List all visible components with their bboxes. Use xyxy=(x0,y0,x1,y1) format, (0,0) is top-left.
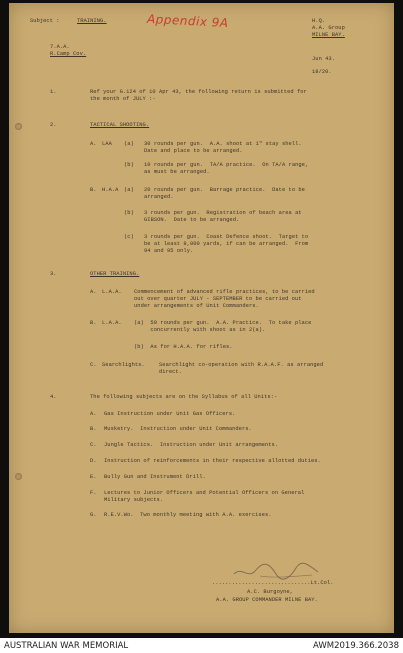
para2-item-line: Date and place to be arranged. xyxy=(144,148,243,154)
subject-label: Subject : xyxy=(30,18,60,24)
signature-title: A.A. GROUP COMMANDER MILNE BAY. xyxy=(216,597,318,603)
para2-item-line: 30 rounds per gun. A.A. shoot at 1" stay shell. xyxy=(144,141,302,147)
footer-accession-number: AWM2019.366.2038 xyxy=(313,641,399,651)
para1-number: 1. xyxy=(50,89,57,95)
para4-item-text: Bully Gun and Instrument Drill. xyxy=(104,474,206,480)
para3-item-line: (b) As for H.A.A. for rifles. xyxy=(134,344,233,350)
from-line-1: 7.A.A. xyxy=(50,44,70,50)
para4-item-text: R.E.V.Wo. Two monthly meeting with A.A. exercises. xyxy=(104,512,272,518)
para3-item-label: C. xyxy=(90,362,97,368)
para3-item-line: Commencement of advanced rifle practices, to be carried xyxy=(134,289,315,295)
para4-item-label: D. xyxy=(90,458,97,464)
para3-item-unit: L.A.A. xyxy=(102,320,122,326)
punch-hole xyxy=(15,123,22,130)
para4-item-line: Lectures to Junior Officers and Potential Officers on General xyxy=(104,490,305,496)
subject-value: TRAINING. xyxy=(77,18,107,24)
para2-item-line: 3 rounds per gun. Coast Defence shoot. Target to xyxy=(144,234,309,240)
para2-heading: TACTICAL SHOOTING. xyxy=(90,122,150,128)
para4-item-label: G. xyxy=(90,512,97,518)
para2-item-line: 3 rounds per gun. Registration of beach area at xyxy=(144,210,302,216)
para2-item-sub: (a) xyxy=(124,187,134,193)
para2-item-line: 94 and 95 only. xyxy=(144,248,194,254)
para2-item-line: as must be arranged. xyxy=(144,169,210,175)
to-line-3: MILNE BAY. xyxy=(312,32,345,38)
para2-item-label: A. xyxy=(90,141,97,147)
para1-line: the month of JULY :- xyxy=(90,96,156,102)
para4-item-text: Instruction of reinforcements in their respective allotted duties. xyxy=(104,458,321,464)
punch-hole xyxy=(15,473,22,480)
para2-item-unit: H.A.A xyxy=(102,187,119,193)
to-line-1: H.Q. xyxy=(312,18,326,24)
para4-item-text: Jungle Tactics. Instruction under Unit arrangements. xyxy=(104,442,279,448)
para2-number: 2. xyxy=(50,122,57,128)
signature-name: A.C. Burgoyne, xyxy=(247,589,293,595)
ref-line: 18/20. xyxy=(312,69,332,75)
para4-number: 4. xyxy=(50,394,57,400)
para2-item-sub: (b) xyxy=(124,162,134,168)
para3-item-line: concurrently with shoot as in 2(a). xyxy=(134,327,266,333)
para2-item-line: be at least 8,000 yards, if can be arranged. From xyxy=(144,241,309,247)
para3-item-line: Searchlight co-operation with R.A.A.F. as arranged xyxy=(159,362,324,368)
para2-item-unit: LAA xyxy=(102,141,112,147)
para2-item-line: 10 rounds per gun. TA/A practice. On TA/A range, xyxy=(144,162,309,168)
para2-item-sub: (a) xyxy=(124,141,134,147)
para4-item-label: B. xyxy=(90,426,97,432)
date-line: Jun 43. xyxy=(312,56,335,62)
para2-item-sub: (b) xyxy=(124,210,134,216)
para2-item-sub: (c) xyxy=(124,234,134,240)
para4-intro: The following subjects are on the Syllabus of all Units:- xyxy=(90,394,278,400)
para4-item-line: Military subjects. xyxy=(104,497,164,503)
para3-item-label: B. xyxy=(90,320,97,326)
para3-item-line: under arrangements of Unit Commanders. xyxy=(134,303,259,309)
para4-item-label: A. xyxy=(90,411,97,417)
para3-item-unit: Searchlights. xyxy=(102,362,145,368)
para3-item-line: out over quarter JULY - SEPTEMBER to be carried out xyxy=(134,296,302,302)
para3-number: 3. xyxy=(50,271,57,277)
para3-item-label: A. xyxy=(90,289,97,295)
para2-item-line: 20 rounds per gun. Barrage practice. Date to be xyxy=(144,187,305,193)
handwritten-signature xyxy=(230,560,330,582)
para4-item-text: Musketry. Instruction under Unit Commanders. xyxy=(104,426,252,432)
para4-item-label: F. xyxy=(90,490,97,496)
to-line-2: A.A. Group xyxy=(312,25,345,31)
para4-item-label: E. xyxy=(90,474,97,480)
from-line-2: R.Camp Cov. xyxy=(50,51,87,57)
para2-item-label: B. xyxy=(90,187,97,193)
paper-sheet xyxy=(9,3,394,633)
para3-heading: OTHER TRAINING. xyxy=(90,271,140,277)
signature-rank-line: ..............................Lt.Col. xyxy=(212,580,334,586)
para4-item-label: C. xyxy=(90,442,97,448)
para2-item-line: arranged. xyxy=(144,194,174,200)
para3-item-line: (a) 50 rounds per gun. A.A. Practice. To take place xyxy=(134,320,312,326)
para3-item-unit: L.A.A. xyxy=(102,289,122,295)
footer-institution: AUSTRALIAN WAR MEMORIAL xyxy=(4,641,129,651)
para2-item-line: GIBSON. Date to be arranged. xyxy=(144,217,240,223)
para3-item-line: direct. xyxy=(159,369,182,375)
para1-line: Ref your G.124 of 10 Apr 43, the following return is submitted for xyxy=(90,89,307,95)
appendix-stamp: Appendix 9A xyxy=(146,11,229,31)
para4-item-text: Gas Instruction under Unit Gas Officers. xyxy=(104,411,236,417)
